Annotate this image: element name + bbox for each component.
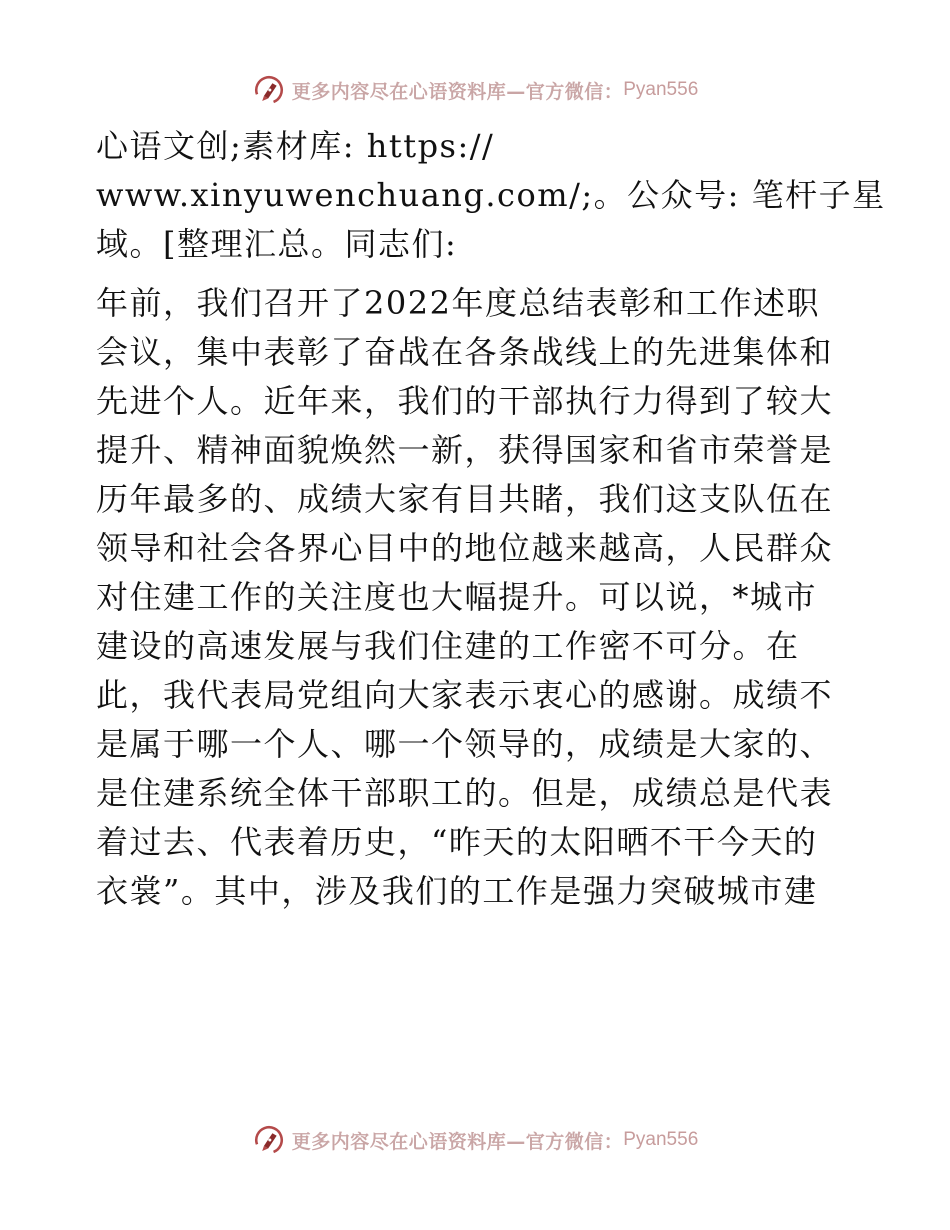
document-body (96, 122, 886, 916)
banner-wechat-id: Pyan556 (623, 79, 699, 100)
text-line: 提升、精神面貌焕然一新，获得国家和省市荣誉是 (96, 431, 834, 469)
paragraph-intro (96, 122, 886, 269)
text-line: 年前，我们召开了2022年度总结表彰和工作述职 (96, 284, 820, 322)
pen-nib-circle-icon (252, 1123, 286, 1157)
text-line: www.xinyuwenchuang.com/;。公众号: 笔杆子星 (96, 176, 886, 214)
text-line: 历年最多的、成绩大家有目共睹，我们这支队伍在 (96, 480, 834, 518)
banner-wechat-id: Pyan556 (623, 1129, 699, 1150)
text-line: 是住建系统全体干部职工的。但是，成绩总是代表 (96, 774, 834, 812)
banner-text: 更多内容尽在心语资料库—官方微信： (291, 80, 624, 103)
text-line: 先进个人。近年来，我们的干部执行力得到了较大 (96, 382, 834, 420)
paragraph-gap (96, 269, 856, 279)
text-line: 会议，集中表彰了奋战在各条战线上的先进集体和 (96, 333, 834, 371)
text-line: 领导和社会各界心目中的地位越来越高，人民群众 (96, 529, 834, 567)
text-line: 是属于哪一个人、哪一个领导的，成绩是大家的、 (96, 725, 834, 763)
text-line: 衣裳”。其中，涉及我们的工作是强力突破城市建 (96, 872, 818, 910)
text-line: 此，我代表局党组向大家表示衷心的感谢。成绩不 (96, 676, 834, 714)
text-line: 建设的高速发展与我们住建的工作密不可分。在 (96, 627, 800, 665)
paragraph-main (96, 279, 856, 916)
pen-nib-circle-icon (252, 73, 286, 107)
banner-text: 更多内容尽在心语资料库—官方微信： (291, 1130, 624, 1153)
footer-banner (0, 1120, 950, 1160)
text-line: 心语文创;素材库: https:// (96, 127, 495, 165)
text-line: 对住建工作的关注度也大幅提升。可以说，*城市 (96, 578, 818, 616)
header-banner (0, 70, 950, 110)
text-line: 域。[整理汇总。同志们: (96, 225, 458, 263)
text-line: 着过去、代表着历史，“昨天的太阳晒不干今天的 (96, 823, 818, 861)
